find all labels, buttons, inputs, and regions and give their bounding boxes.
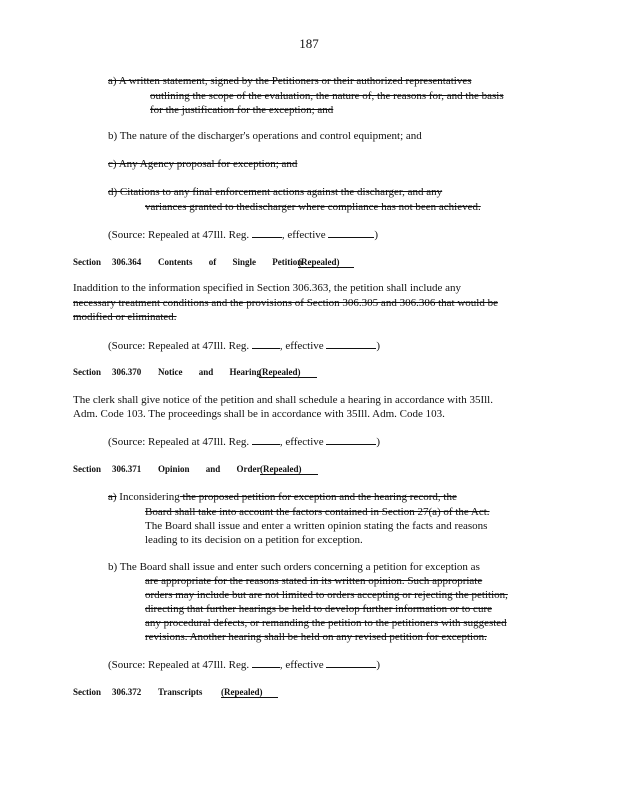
source-effective: , effective [279, 340, 324, 352]
section-status: (Repealed) [260, 464, 318, 475]
para-364-line3: modified or eliminated. [73, 311, 177, 323]
section-number: 306.370 [112, 367, 142, 377]
source-effective: , effective [281, 229, 326, 241]
section-label: Section [73, 464, 101, 474]
section-status: (Repealed) [221, 687, 278, 698]
item-a-label: a) [108, 75, 117, 87]
item-a2-line2: Board shall take into account the factors contained in Section 27(a) of the Act. [145, 506, 490, 518]
section-title: Transcripts [158, 687, 203, 697]
section-label: Section [73, 367, 101, 377]
source-suffix: ) [374, 229, 379, 241]
item-a-line3: for the justification for the exception; and [150, 104, 334, 116]
effective-blank [328, 227, 374, 238]
item-b2-line6: revisions. Another hearing shall be held on any revised petition for exception. [145, 631, 487, 643]
item-d-label: d) [108, 186, 118, 198]
para-364-line2: necessary treatment conditions and the provisions of Section 306.305 and 306.306 that would be [73, 297, 498, 309]
section-status: (Repealed) [259, 367, 317, 378]
item-c-text: Any Agency proposal for exception; and [116, 158, 298, 170]
source-suffix: ) [376, 340, 381, 352]
para-370-line1: The clerk shall give notice of the petition and shall schedule a hearing in accordance with 35Ill. [73, 394, 493, 406]
source-prefix: (Source: Repealed at 47Ill. Reg. [108, 340, 250, 352]
item-b2-line3: orders may include but are not limited to orders accepting or rejecting the petition, [145, 589, 508, 601]
section-title: Contents of Single Petition [158, 257, 303, 267]
item-a2-struck: the proposed petition for exception and the hearing record, the [179, 491, 457, 503]
item-d-text: Citations to any final enforcement actions against the discharger, and any [117, 186, 443, 198]
item-d-block [108, 185, 442, 200]
effective-blank [326, 434, 376, 445]
item-a-block [108, 74, 472, 89]
item-a2-lead: Inconsidering [116, 491, 180, 503]
source-note-4 [108, 657, 380, 673]
item-c-block [108, 157, 297, 172]
page-number: 187 [299, 36, 319, 51]
source-suffix: ) [376, 436, 381, 448]
source-prefix: (Source: Repealed at 47Ill. Reg. [108, 229, 250, 241]
item-b2-line4: directing that further hearings be held to develop further information or to cure [145, 603, 492, 615]
item-a2-line4: leading to its decision on a petition for exception. [145, 534, 363, 546]
item-a2-line3: The Board shall issue and enter a written opinion stating the facts and reasons [145, 520, 488, 532]
para-364-line1: Inaddition to the information specified in Section 306.363, the petition shall include any [73, 282, 461, 294]
source-effective: , effective [279, 436, 324, 448]
item-a-text: A written statement, signed by the Petitioners or their authorized representatives [116, 75, 472, 87]
register-blank [252, 657, 280, 668]
source-prefix: (Source: Repealed at 47Ill. Reg. [108, 659, 250, 671]
item-a2-label: a) [108, 491, 117, 503]
section-number: 306.372 [112, 687, 142, 697]
item-d-line2: variances granted to thedischarger where compliance has not been achieved. [145, 201, 481, 213]
register-blank [252, 434, 280, 445]
effective-blank [326, 657, 376, 668]
section-label: Section [73, 687, 101, 697]
source-note-3 [108, 434, 380, 450]
item-a-line2: outlining the scope of the evaluation, the nature of, the reasons for, and the basis [150, 90, 504, 102]
section-label: Section [73, 257, 101, 267]
section-title: Notice and Hearing [158, 367, 261, 377]
item-b-text: b) The nature of the discharger's operations and control equipment; and [108, 130, 422, 142]
section-number: 306.371 [112, 464, 142, 474]
register-blank [252, 338, 280, 349]
section-status: (Repealed) [298, 257, 354, 268]
section-title: Opinion and Order [158, 464, 261, 474]
item-b2-line1: b) The Board shall issue and enter such orders concerning a petition for exception as [108, 561, 480, 573]
register-blank [252, 227, 282, 238]
source-suffix: ) [376, 659, 381, 671]
effective-blank [326, 338, 376, 349]
source-note-2 [108, 338, 380, 354]
source-prefix: (Source: Repealed at 47Ill. Reg. [108, 436, 250, 448]
source-note-1 [108, 227, 378, 243]
item-c-label: c) [108, 158, 117, 170]
para-370-line2: Adm. Code 103. The proceedings shall be in accordance with 35Ill. Adm. Code 103. [73, 408, 445, 420]
source-effective: , effective [279, 659, 324, 671]
section-number: 306.364 [112, 257, 142, 267]
item-a2-block [108, 490, 457, 505]
item-b2-line2: are appropriate for the reasons stated in its written opinion. Such appropriate [145, 575, 483, 587]
item-b2-line5: any procedural defects, or remanding the petition to the petitioners with suggested [145, 617, 507, 629]
